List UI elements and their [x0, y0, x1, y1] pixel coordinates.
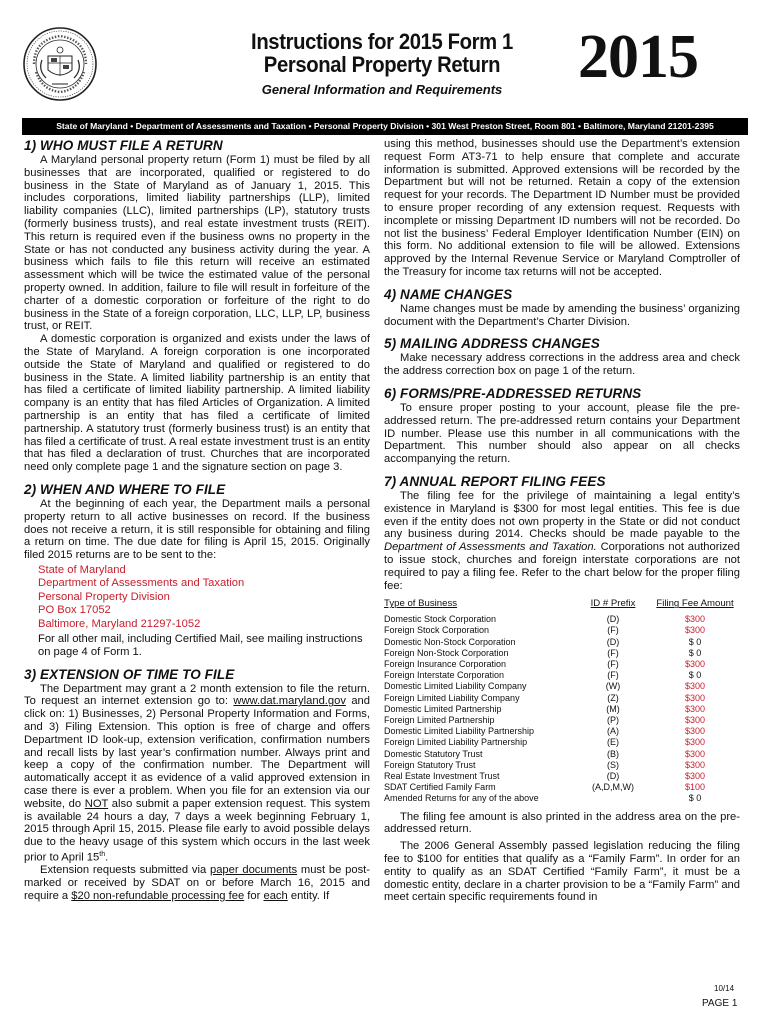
section-1-paragraph-1: A Maryland personal property return (Form 1) must be filed by all businesses that are incorporated, qualified or registered to do business in the State of Maryland as of January 1, 2015. This includes corporations, limited liability partnerships (LLP), limited liability companies (LLC), limited partnerships (LP), statutory trusts (formerly business trusts), and real estate investment trusts (REIT). This return is required even if the business owns no property in the State or has not conducted any business activity during the year. A business which fails to file this return will receive an estimated assessment which will be twice the estimated value of the personal property owned. In addition, failure to file will result in forfeiture of the charter of a domestic corporation or forfeiture of the right to do business in the State of a foreign corporation, LLC, LLP, LP, business trust, or REIT. — [24, 154, 370, 333]
section-5-heading: 5) MAILING ADDRESS CHANGES — [384, 336, 600, 352]
column-header-fee: Filing Fee Amount — [656, 598, 734, 610]
business-type-cell: Domestic Non-Stock Corporation — [384, 636, 516, 647]
tax-year: 2015 — [578, 23, 698, 91]
table-row — [384, 614, 740, 625]
id-prefix-cell: (M) — [606, 703, 620, 714]
text-run: The filing fee for the privilege of maintaining a legal entity’s existence in Maryland is $300 for most legal entities. This fee is due even if the entity does not own property in the State or did not conduct any business during 2014. Checks should be made payable to the — [384, 489, 740, 541]
not-emphasis: NOT — [84, 797, 109, 810]
id-prefix-cell: (F) — [607, 658, 619, 669]
maryland-state-seal — [22, 26, 98, 102]
id-prefix-cell: (D) — [606, 614, 620, 625]
paper-documents-emphasis: paper documents — [209, 864, 298, 877]
filing-fee-cell: $300 — [684, 625, 706, 636]
table-row — [384, 715, 740, 726]
business-type-cell: Foreign Statutory Trust — [384, 759, 476, 770]
business-type-cell: Amended Returns for any of the above — [384, 793, 539, 804]
column-header-type: Type of Business — [384, 598, 458, 610]
id-prefix-cell: (F) — [607, 625, 619, 636]
filing-fee-cell: $ 0 — [688, 793, 702, 804]
table-row — [384, 704, 740, 715]
address-line: Department of Assessments and Taxation — [38, 577, 245, 590]
filing-fee-cell: $300 — [684, 759, 706, 770]
title-line-2: Personal Property Return — [263, 52, 501, 77]
text-run: The Department may grant a 2 month extension to file the return. To request an internet extension go to: — [24, 682, 370, 708]
revision-date: 10/14 — [714, 984, 735, 993]
text-run: entity. If — [290, 890, 330, 903]
table-row — [384, 648, 740, 659]
table-header-row — [384, 598, 740, 614]
id-prefix-cell: (P) — [607, 714, 619, 725]
section-7-heading: 7) ANNUAL REPORT FILING FEES — [384, 473, 606, 489]
column-header-id-prefix: ID # Prefix — [590, 598, 636, 610]
section-3-continued: using this method, businesses should use the Department’s extension request Form AT3-71 to help ensure that complete and accurate information is submitted. Approved extensions will be recorded by the Department but will not be returned. Retain a copy of the extension request for your records. The Department ID Number must be provided to ensure proper recording of any extension request. Requests with incomplete or missing Department ID numbers will not be recorded. Do not list the business’ Federal Employer Identification Number (EIN) on this form. No additional extension to file will be allowed. Extensions approved by the Internal Revenue Service or Maryland Comptroller of the Treasury for income tax returns will not be accepted. — [384, 138, 740, 278]
document-title — [196, 30, 568, 97]
id-prefix-cell: (S) — [607, 759, 619, 770]
business-type-cell: Foreign Interstate Corporation — [384, 670, 505, 681]
section-4-heading: 4) NAME CHANGES — [384, 286, 513, 302]
id-prefix-cell: (D) — [606, 636, 620, 647]
table-row — [384, 771, 740, 782]
document-subtitle: General Information and Requirements — [261, 82, 503, 97]
section-3-paragraph-1 — [24, 683, 370, 865]
id-prefix-cell: (E) — [607, 737, 619, 748]
table-row — [384, 681, 740, 692]
page-number: PAGE 1 — [702, 998, 738, 1009]
table-row — [384, 625, 740, 636]
text-run: and click on: 1) Businesses, 2) Personal Property Information and Forms, and 3) Filing Extension. This option is free of charge and offers Department ID look-up, extension verification, confirmation numbers and recall lists by last year’s confirmation number. Always print and keep a copy of the confirmation number. The Department will automatically accept it as evidence of a valid approved extension in case there is ever a problem. When you file for an extension via our website, do — [24, 695, 370, 810]
section-7-paragraph-3: The 2006 General Assembly passed legislation reducing the filing fee to $100 for entities that qualify as a “Family Farm”. In order for an entity to qualify as an SDAT Certified “Family Farm”, it must be a domestic entity, declare in a charter provision to be a “Family Farm” and meet certain specific requirements found in — [384, 840, 740, 904]
other-mail-note: For all other mail, including Certified Mail, see mailing instructions on page 4 of Form 1. — [38, 632, 363, 658]
processing-fee-emphasis: $20 non-refundable processing fee — [71, 890, 245, 903]
section-3-heading: 3) EXTENSION OF TIME TO FILE — [24, 666, 235, 682]
text-run: Corporations not authorized to issue stock, churches and foreign interstate corporations are not required to pay a filing fee. Refer to the chart below for the proper filing fee: — [384, 541, 741, 592]
filing-fee-cell: $300 — [684, 703, 706, 714]
filing-fee-table — [384, 598, 740, 804]
filing-fee-cell: $300 — [684, 692, 706, 703]
table-row — [384, 737, 740, 748]
id-prefix-cell: (D) — [606, 770, 620, 781]
section-4-paragraph: Name changes must be made by amending the business’ organizing document with the Department’s Charter Division. — [384, 302, 740, 328]
id-prefix-cell: (A) — [607, 726, 619, 737]
id-prefix-cell: (F) — [607, 647, 619, 658]
filing-fee-cell: $300 — [684, 770, 706, 781]
text-run: also submit a paper extension request. This system is available 24 hours a day, 7 days a week beginning February 1, 2015 through April 15, 2015. Please file early to avoid possible delays due to the heavy usage of this system which occurs in the last week prior to April 15 — [24, 797, 371, 864]
superscript-th: th — [99, 850, 106, 858]
table-row — [384, 793, 740, 804]
right-column — [384, 138, 740, 904]
table-row — [384, 637, 740, 648]
filing-fee-cell: $300 — [684, 658, 706, 669]
text-run: for — [247, 890, 261, 903]
left-column — [24, 138, 370, 903]
id-prefix-cell: (F) — [607, 670, 619, 681]
section-5-paragraph: Make necessary address corrections in the address area and check the address correction box on page 1 of the return. — [384, 352, 740, 378]
section-7-paragraph-1 — [384, 490, 740, 592]
business-type-cell: Real Estate Investment Trust — [384, 770, 500, 781]
table-row — [384, 782, 740, 793]
business-type-cell: Domestic Limited Partnership — [384, 703, 502, 714]
section-2-paragraph-1: At the beginning of each year, the Department mails a personal property return to all active businesses on record. If the business does not receive a return, it is still responsible for obtaining and filing a return on time. The due date for filing is April 15, 2015. Originally filed 2015 returns are to be sent to the: — [24, 497, 370, 562]
business-type-cell: Domestic Limited Liability Company — [384, 681, 527, 692]
section-7-paragraph-2: The filing fee amount is also printed in the address area on the pre-addressed return. — [384, 810, 740, 836]
id-prefix-cell: (Z) — [607, 692, 619, 703]
business-type-cell: Domestic Stock Corporation — [384, 614, 497, 625]
filing-fee-cell: $300 — [684, 681, 706, 692]
filing-fee-cell: $300 — [684, 737, 706, 748]
filing-fee-cell: $100 — [684, 782, 706, 793]
table-row — [384, 670, 740, 681]
filing-fee-cell: $300 — [684, 614, 706, 625]
title-line-1: Instructions for 2015 Form 1 — [251, 29, 513, 54]
business-type-cell: Foreign Limited Liability Company — [384, 692, 520, 703]
text-run: Extension requests submitted via — [40, 864, 207, 877]
section-2-heading: 2) WHEN AND WHERE TO FILE — [24, 481, 226, 497]
filing-fee-cell: $ 0 — [688, 647, 702, 658]
table-row — [384, 726, 740, 737]
filing-fee-rows — [384, 614, 740, 804]
business-type-cell: Domestic Statutory Trust — [384, 748, 483, 759]
sdat-website-link[interactable]: www.dat.maryland.gov — [233, 695, 346, 708]
address-line: Baltimore, Maryland 21297-1052 — [38, 617, 201, 630]
section-6-paragraph: To ensure proper posting to your account, please file the pre-addressed return. The pre-addressed return contains your Department ID number. Please use this number in all communications with the Department. This number should also appear on all checks accompanying the return. — [384, 401, 740, 466]
business-type-cell: Foreign Stock Corporation — [384, 625, 490, 636]
business-type-cell: Foreign Limited Liability Partnership — [384, 737, 528, 748]
section-1-heading: 1) WHO MUST FILE A RETURN — [24, 138, 223, 153]
id-prefix-cell: (B) — [607, 748, 619, 759]
id-prefix-cell: (W) — [605, 681, 621, 692]
text-run: must be post-marked or received by SDAT on or before March 16, 2015 and require a — [24, 864, 370, 903]
filing-fee-cell: $ 0 — [688, 636, 702, 647]
table-row — [384, 659, 740, 670]
filing-fee-cell: $300 — [684, 726, 706, 737]
business-type-cell: Foreign Insurance Corporation — [384, 658, 507, 669]
filing-fee-cell: $300 — [684, 748, 706, 759]
id-prefix-cell — [576, 793, 650, 804]
address-line: PO Box 17052 — [38, 604, 111, 617]
filing-fee-cell: $ 0 — [688, 670, 702, 681]
business-type-cell: Domestic Limited Liability Partnership — [384, 726, 535, 737]
agency-address-banner: State of Maryland • Department of Assessments and Taxation • Personal Property Division • 301 West Preston Street, Room 801 • Baltimore, Maryland 21201-2395 — [22, 118, 748, 135]
business-type-cell: SDAT Certified Family Farm — [384, 782, 496, 793]
section-3-paragraph-2 — [24, 864, 370, 902]
section-1-paragraph-2: A domestic corporation is organized and exists under the laws of the State of Maryland. A foreign corporation is one incorporated outside the State of Maryland and qualified or registered to do business in the State. A limited liability partnership is an entity that has filed a certificate of limited liability partnership. A limited liability company is an entity that has filed Articles of Organization. A limited partnership is an entity that has filed a certificate of limited partnership. A statutory trust (formerly business trust) is an entity that has filed a certificate of trust. A real estate investment trust is an entity that has filed a declaration of trust. Churches that are incorporated need only complete page 1 and the signature section on page 3. — [24, 333, 370, 474]
filing-fee-cell: $300 — [684, 714, 706, 725]
table-row — [384, 760, 740, 771]
table-row — [384, 749, 740, 760]
payee-name: Department of Assessments and Taxation. — [384, 541, 597, 554]
business-type-cell: Foreign Non-Stock Corporation — [384, 647, 509, 658]
address-line: Personal Property Division — [38, 590, 170, 603]
mailing-address-block — [24, 564, 370, 631]
id-prefix-cell: (A,D,M,W) — [592, 782, 634, 793]
text-run: . — [105, 851, 109, 864]
business-type-cell: Foreign Limited Partnership — [384, 714, 495, 725]
address-line: State of Maryland — [38, 563, 126, 576]
section-6-heading: 6) FORMS/PRE-ADDRESSED RETURNS — [384, 385, 642, 401]
table-row — [384, 693, 740, 704]
each-emphasis: each — [263, 890, 288, 903]
